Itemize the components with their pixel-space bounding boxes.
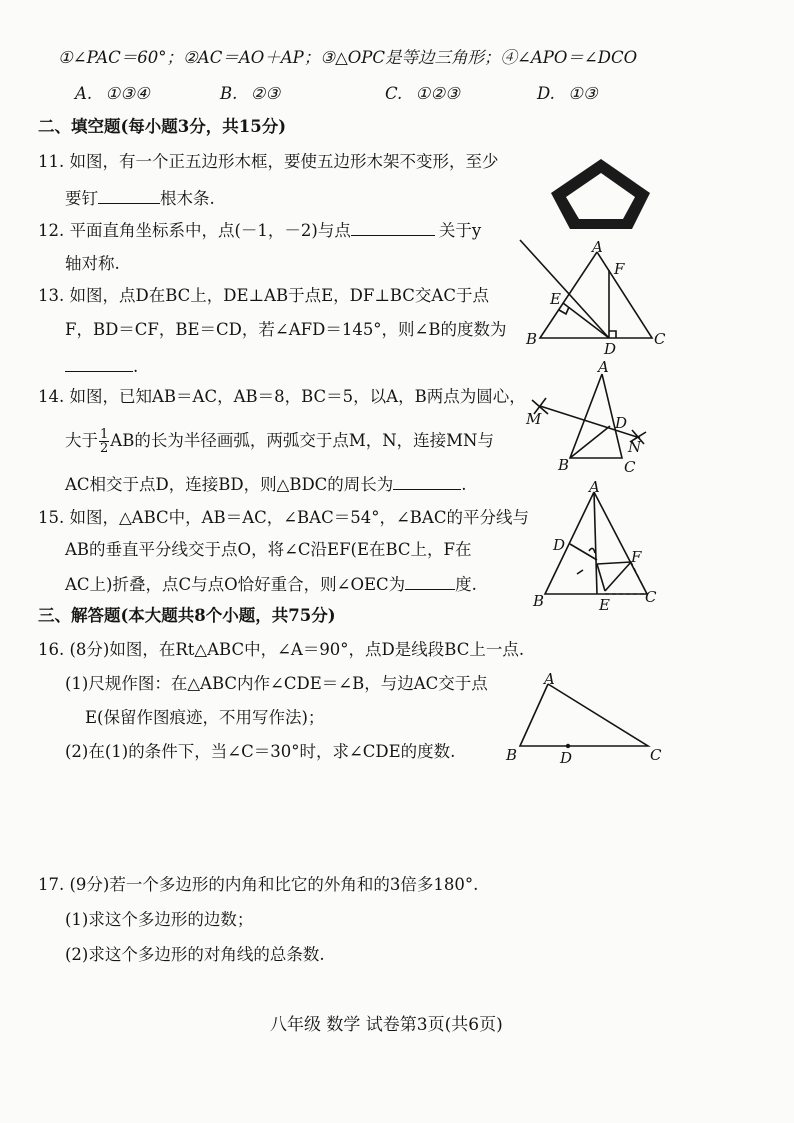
- label-d: D: [553, 536, 566, 554]
- q10-option-b: [220, 84, 280, 104]
- q14-line1: 14. 如图，已知AB＝AC，AB＝8，BC＝5，以A，B两点为圆心，: [38, 387, 526, 406]
- option-letter: D.: [537, 84, 555, 103]
- q14-text-a: 大于: [65, 431, 98, 450]
- q14-text-b: AB的长为半径画弧，两弧交于点M，N，连接MN与: [110, 431, 494, 450]
- label-e: E: [599, 596, 610, 614]
- q17-line3: (2)求这个多边形的对角线的总条数.: [65, 945, 325, 964]
- label-e: E: [550, 290, 561, 308]
- q12-text-b: 关于y: [438, 221, 482, 240]
- pentagon-figure: [548, 155, 658, 235]
- q13-triangle-figure: [520, 238, 670, 358]
- q17-line2: (1)求这个多边形的边数；: [65, 910, 254, 929]
- answer-blank[interactable]: [351, 219, 435, 236]
- q15-text-a: AC上)折叠，点C与点O恰好重合，则∠OEC为: [65, 575, 406, 594]
- q10-option-c: [385, 84, 460, 104]
- q10-statements: ①∠PAC＝60°；②AC＝AO＋AP；③△OPC是等边三角形；④∠APO＝∠DCO: [58, 48, 638, 67]
- q15-line1: 15. 如图，△ABC中，AB＝AC，∠BAC＝54°，∠BAC的平分线与: [38, 508, 529, 527]
- answer-blank[interactable]: [405, 573, 455, 590]
- label-a: A: [598, 358, 609, 376]
- answer-blank[interactable]: [393, 473, 461, 490]
- q16-line1: 16. (8分)如图，在Rt△ABC中，∠A＝90°，点D是线段BC上一点.: [38, 640, 525, 659]
- q10-option-a: [75, 84, 150, 104]
- label-d: D: [560, 749, 573, 767]
- label-c: C: [624, 458, 636, 476]
- answer-blank[interactable]: [65, 355, 133, 372]
- fraction-denominator: 2: [100, 441, 109, 456]
- option-text: ①③: [568, 84, 598, 103]
- label-c: C: [654, 330, 666, 348]
- one-half-fraction: [99, 428, 109, 455]
- label-a: A: [544, 670, 555, 688]
- label-b: B: [506, 746, 518, 764]
- q12-text-a: 12. 平面直角坐标系中，点(－1，－2)与点: [38, 221, 351, 240]
- answer-blank[interactable]: [98, 187, 160, 204]
- q11-text-a: 要钉: [65, 189, 98, 208]
- page-footer: 八年级 数学 试卷第3页(共6页): [270, 1015, 503, 1035]
- q13-line1: 13. 如图，点D在BC上，DE⊥AB于点E，DF⊥BC交AC于点: [38, 286, 489, 305]
- label-m: M: [526, 410, 542, 428]
- q16-right-triangle-figure: [500, 668, 670, 768]
- option-letter: A.: [75, 84, 93, 103]
- option-text: ②③: [250, 84, 281, 103]
- label-d: D: [604, 340, 617, 358]
- q14-line2: [65, 428, 494, 455]
- label-d: D: [615, 414, 628, 432]
- label-a: A: [589, 478, 600, 496]
- q15-line3: [65, 573, 477, 595]
- q11-text-b: 根木条.: [160, 189, 215, 208]
- label-b: B: [533, 592, 545, 610]
- q11-line1: 11. 如图，有一个正五边形木框，要使五边形木架不变形，至少: [38, 152, 499, 171]
- label-n: N: [628, 438, 642, 456]
- option-letter: C.: [385, 84, 403, 103]
- q10-option-d: [537, 84, 598, 104]
- option-text: ①②③: [415, 84, 460, 103]
- q14-text-a: AC相交于点D，连接BD，则△BDC的周长为: [65, 475, 394, 494]
- fraction-numerator: 1: [100, 427, 109, 442]
- q12-line1: [38, 219, 481, 241]
- option-letter: B.: [220, 84, 238, 103]
- q15-text-b: 度.: [455, 575, 477, 594]
- q12-line2: 轴对称.: [65, 254, 120, 273]
- q13-period: .: [133, 357, 139, 376]
- option-text: ①③④: [105, 84, 150, 103]
- q14-period: .: [461, 475, 467, 494]
- label-f: F: [614, 260, 625, 278]
- section-title-fill-in: 二、填空题(每小题3分，共15分): [38, 117, 287, 136]
- q15-line2: AB的垂直平分线交于点O，将∠C沿EF(E在BC上，F在: [65, 540, 472, 559]
- q15-triangle-figure: [525, 478, 675, 618]
- q16-line4: (2)在(1)的条件下，当∠C＝30°时，求∠CDE的度数.: [65, 742, 456, 761]
- q13-line3: [65, 355, 138, 377]
- q14-line3: [65, 473, 467, 495]
- label-c: C: [650, 746, 662, 764]
- q11-line2: [65, 187, 215, 209]
- q16-line3: E(保留作图痕迹，不用写作法)；: [85, 708, 325, 727]
- q14-triangle-figure: [518, 358, 668, 478]
- label-b: B: [526, 330, 538, 348]
- label-c: C: [645, 588, 657, 606]
- q13-line2: F，BD＝CF，BE＝CD，若∠AFD＝145°，则∠B的度数为: [65, 320, 507, 339]
- q17-line1: 17. (9分)若一个多边形的内角和比它的外角和的3倍多180°.: [38, 875, 479, 894]
- label-a: A: [592, 238, 603, 256]
- section-title-solutions: 三、解答题(本大题共8个小题，共75分): [38, 606, 336, 625]
- label-b: B: [558, 456, 570, 474]
- q16-line2: (1)尺规作图：在△ABC内作∠CDE＝∠B，与边AC交于点: [65, 674, 488, 693]
- label-f: F: [631, 548, 642, 566]
